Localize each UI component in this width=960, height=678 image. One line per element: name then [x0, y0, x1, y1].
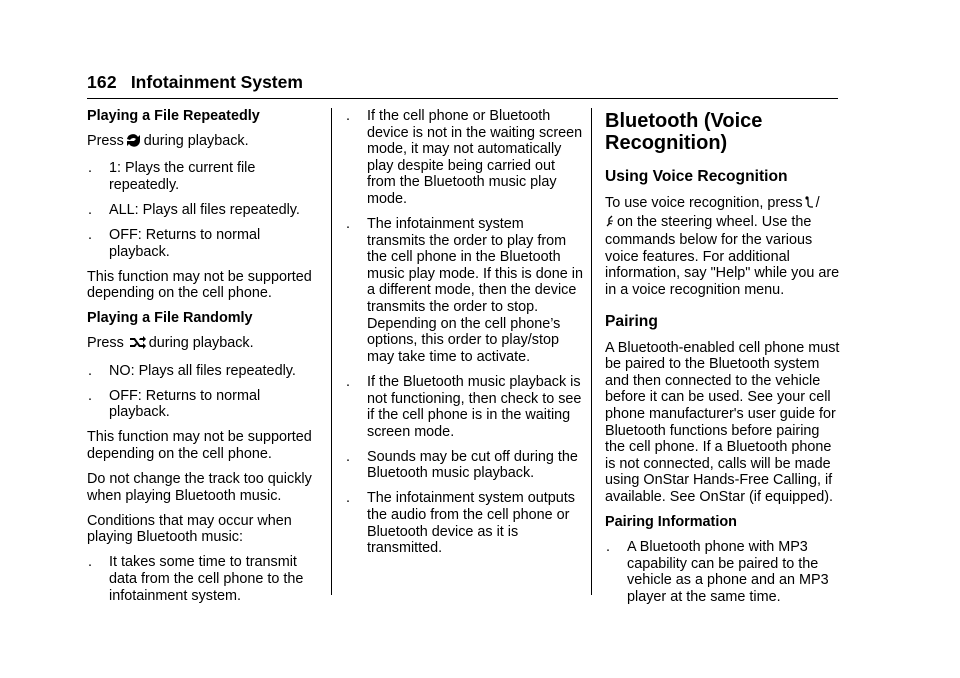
- list-item: . It takes some time to transmit data from the cell phone to the infotainment system.: [88, 554, 304, 604]
- column-divider-1: [331, 108, 332, 595]
- press-repeat-line: Press during playback.: [87, 133, 323, 152]
- column-1: [87, 108, 323, 613]
- repeat-icon: [125, 133, 142, 152]
- column-2: [345, 108, 583, 565]
- column-3: [605, 108, 841, 614]
- list-item: . 1: Plays the current file repeatedly.: [88, 160, 256, 193]
- page-header: [87, 72, 838, 93]
- list-item: . The infotainment system outputs the audio from the cell phone or Bluetooth device as it is transmitted.: [346, 490, 575, 557]
- list-item: . A Bluetooth phone with MP3 capability can be paired to the vehicle as a phone and an MP3 player at the same time.: [606, 539, 829, 605]
- press-random-line: Press during playback.: [87, 335, 323, 354]
- note-track: Do not change the track too quickly when playing Bluetooth music.: [87, 471, 312, 504]
- list-item: . Sounds may be cut off during the Bluetooth music playback.: [346, 448, 578, 482]
- note-support-1: This function may not be supported depending on the cell phone.: [87, 268, 312, 302]
- list-item: . If the Bluetooth music playback is not functioning, then check to see if the cell phone is in the waiting screen mode.: [346, 373, 582, 440]
- column-divider-2: [591, 108, 592, 595]
- list-item: . The infotainment system transmits the order to play from the cell phone in the Bluetooth music play mode. If this is done in a different mode, then the device transmits the order to stop. Depending on the cell phone’s options, this order to play/stop may take time to activate.: [346, 216, 583, 365]
- list-item: . OFF: Returns to normal playback.: [88, 226, 261, 260]
- heading-pairing-info: Pairing Information: [605, 514, 737, 530]
- push-to-talk-icon: [804, 196, 814, 214]
- heading-pairing: Pairing: [605, 312, 658, 330]
- end-call-voice-icon: [605, 215, 615, 233]
- note-support-2: This function may not be supported depending on the cell phone.: [87, 429, 312, 462]
- heading-bluetooth-voice: Bluetooth (Voice Recognition): [605, 110, 763, 154]
- pairing-paragraph: A Bluetooth-enabled cell phone must be paired to the Bluetooth system and then connected to the vehicle before it can be used. See your cell phone manufacturer's user guide for Bluetooth functions before pairing the cell phone. If a Bluetooth phone is not connected, calls will be made using OnStar Hands-Free Calling, if available. See OnStar (if equipped).: [605, 339, 840, 505]
- heading-repeat: Playing a File Repeatedly: [87, 108, 260, 124]
- list-item: . OFF: Returns to normal playback.: [88, 387, 261, 421]
- list-item: . NO: Plays all files repeatedly.: [88, 362, 296, 379]
- note-conditions: Conditions that may occur when playing Bluetooth music:: [87, 512, 292, 546]
- voice-paragraph: To use voice recognition, press / on the steering wheel. Use the commands below for the various voice features. For additional information, say "Help" while you are in a voice recognition menu.: [605, 195, 840, 298]
- heading-random: Playing a File Randomly: [87, 310, 253, 327]
- shuffle-icon: [129, 335, 147, 354]
- heading-using-voice: Using Voice Recognition: [605, 168, 788, 185]
- section-title: Infotainment System: [130, 72, 303, 92]
- page-number: 162: [87, 72, 117, 92]
- header-rule: [87, 98, 838, 99]
- list-item: . If the cell phone or Bluetooth device is not in the waiting screen mode, it may not automatically play despite being carried out from the Bluetooth music play mode.: [346, 108, 583, 207]
- list-item: . ALL: Plays all files repeatedly.: [88, 201, 300, 218]
